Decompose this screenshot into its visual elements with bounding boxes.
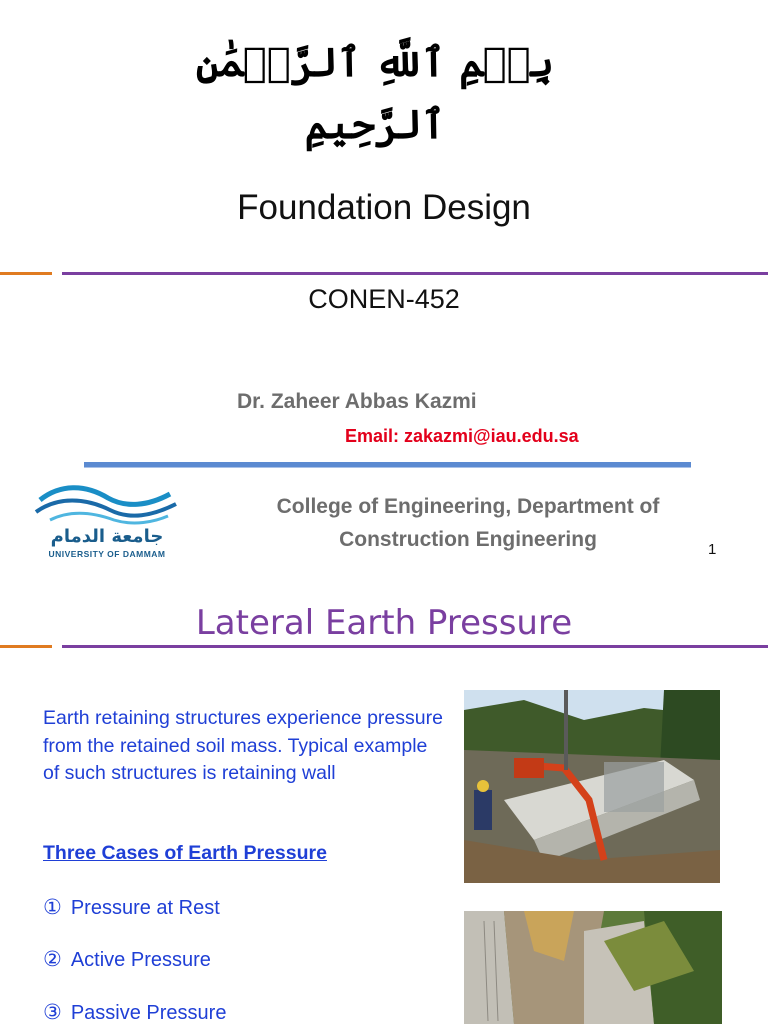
case-item — [43, 1000, 226, 1025]
intro-paragraph: Earth retaining structures experience pressure from the retained soil mass. Typical example of such structures is retaining wall — [43, 707, 443, 784]
case-item — [43, 895, 220, 920]
slide-title-lateral: Lateral Earth Pressure — [195, 603, 573, 643]
slide-title: Foundation Design — [237, 188, 531, 227]
college-line-2: Construction Engineering — [339, 528, 597, 551]
college-department — [238, 490, 698, 556]
case-number: ① — [43, 895, 62, 919]
cases-heading: Three Cases of Earth Pressure — [43, 842, 327, 864]
case-label: Active Pressure — [70, 949, 211, 971]
author-name: Dr. Zaheer Abbas Kazmi — [237, 390, 477, 413]
page-number: 1 — [708, 541, 717, 558]
case-label: Pressure at Rest — [70, 897, 220, 919]
case-item — [43, 947, 211, 972]
case-label: Passive Pressure — [70, 1002, 227, 1024]
divider-line — [84, 462, 691, 468]
case-number: ③ — [43, 1000, 62, 1024]
slide2-rule-orange — [0, 645, 52, 648]
title-rule-purple — [62, 272, 768, 275]
college-line-1: College of Engineering, Department of — [276, 495, 660, 518]
logo-english-text: UNIVERSITY OF DAMMAM — [48, 549, 166, 559]
bismillah-calligraphy: بِسۡمِ ٱللَّهِ ٱلرَّحۡمَٰنِ ٱلرَّحِيمِ — [195, 39, 555, 148]
slide2-rule-purple — [62, 645, 768, 648]
course-code: CONEN-452 — [308, 284, 460, 314]
author-email: Email: zakazmi@iau.edu.sa — [345, 426, 579, 446]
title-rule-orange — [0, 272, 52, 275]
logo-arabic-text: جامعة الدمام — [50, 526, 164, 547]
retaining-wall-photo — [464, 911, 722, 1024]
case-number: ② — [43, 947, 62, 971]
construction-site-photo — [464, 690, 720, 883]
